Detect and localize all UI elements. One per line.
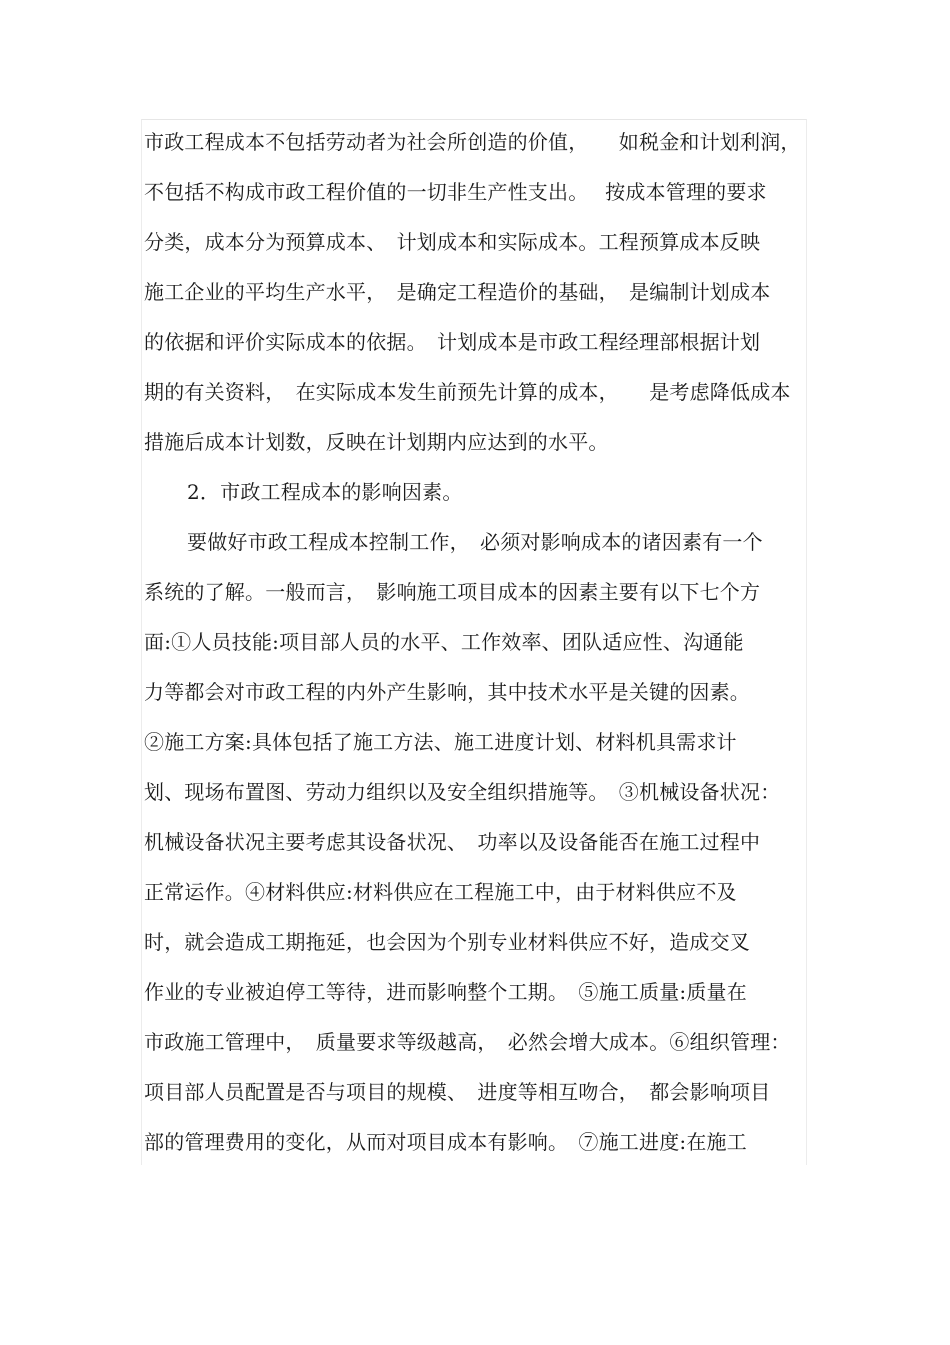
text-line: 系统的了解。一般而言， 影响施工项目成本的因素主要有以下七个方 [144,580,761,604]
text-line: 市政施工管理中， 质量要求等级越高， 必然会增大成本。⑥组织管理： [144,1030,791,1054]
text-line: 项目部人员配置是否与项目的规模、 进度等相互吻合， 都会影响项目 [144,1080,771,1104]
text-line: 机械设备状况主要考虑其设备状况、 功率以及设备能否在施工过程中 [144,830,761,854]
text-line: 分类，成本分为预算成本、 计划成本和实际成本。工程预算成本反映 [144,230,761,254]
text-line: ②施工方案:具体包括了施工方法、施工进度计划、材料机具需求计 [144,730,737,754]
text-line: 时，就会造成工期拖延，也会因为个别专业材料供应不好，造成交叉 [144,930,750,954]
text-line: 部的管理费用的变化，从而对项目成本有影响。 ⑦施工进度:在施工 [144,1130,747,1154]
text-line: 作业的专业被迫停工等待，进而影响整个工期。 ⑤施工质量:质量在 [144,980,747,1004]
text-line: 市政工程成本不包括劳动者为社会所创造的价值， 如税金和计划利润， [144,130,801,154]
text-line: 措施后成本计划数，反映在计划期内应达到的水平。 [144,430,609,454]
text-line: 的依据和评价实际成本的依据。 计划成本是市政工程经理部根据计划 [144,330,761,354]
text-line: 正常运作。④材料供应:材料供应在工程施工中，由于材料供应不及 [144,880,737,904]
text-line: 不包括不构成市政工程价值的一切非生产性支出。 按成本管理的要求 [144,180,767,204]
text-line: 力等都会对市政工程的内外产生影响，其中技术水平是关键的因素。 [144,680,750,704]
text-line: 要做好市政工程成本控制工作， 必须对影响成本的诸因素有一个 [187,530,763,554]
text-line: 划、现场布置图、劳动力组织以及安全组织措施等。 ③机械设备状况： [144,780,781,804]
text-line: 面:①人员技能:项目部人员的水平、工作效率、团队适应性、沟通能 [144,630,744,654]
section-heading: 2．市政工程成本的影响因素。 [187,480,463,504]
text-line: 施工企业的平均生产水平， 是确定工程造价的基础， 是编制计划成本 [144,280,771,304]
text-line: 期的有关资料， 在实际成本发生前预先计算的成本， 是考虑降低成本 [144,380,791,404]
